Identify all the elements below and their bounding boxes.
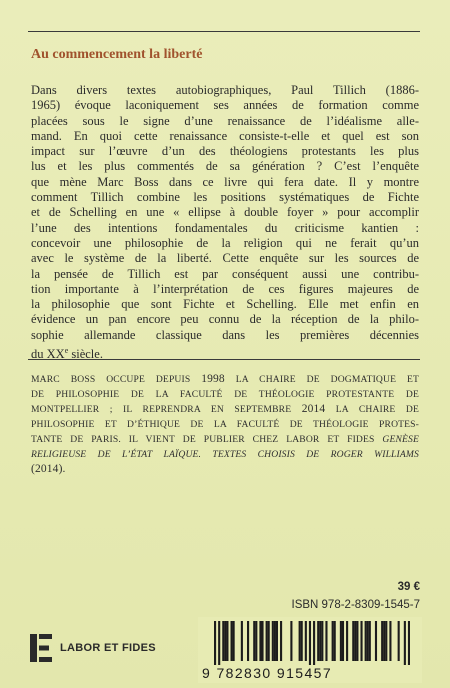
blurb-line: concevoir une philosophie de la religion qui ne ferait qu’un [31,235,419,250]
middle-rule [28,359,420,360]
blurb-line: placées sous le signe d’une renaissance de l’idéalisme alle- [31,113,419,128]
barcode-bar [253,621,255,661]
barcode-bar [272,621,274,661]
barcode-bar [381,621,383,661]
bio-year: 1998 [201,373,225,385]
blurb-line: la philosophie que sont Fichte et Schelling. Elle met enfin en [31,297,419,312]
blurb-line: évidence un pan encore peu connu de la réception de la philo- [31,312,419,327]
bio-line [31,372,419,387]
barcode-bar [305,621,307,661]
blurb-text [31,83,419,363]
bio-line: (2014). [31,463,66,475]
barcode-bar [276,621,278,661]
bio-text: TANTE DE PARIS. IL VIENT DE PUBLIER CHEZ LABOR ET FIDES [31,434,383,445]
bio-text: MARC BOSS OCCUPE DEPUIS [31,374,202,385]
author-bio [31,372,419,477]
blurb-line: mand. En quoi cette renaissance consiste-t-elle et quel est son [31,128,419,143]
barcode-bars [214,621,410,665]
publisher-logo [30,634,156,662]
barcode-bar [231,621,233,661]
barcode-bar [321,621,323,661]
barcode-bar [334,621,336,661]
barcode-bar [360,621,362,661]
bio-text: MONTPELLIER ; IL REPRENDRA EN SEPTEMBRE [31,404,302,415]
barcode-bar [332,621,334,661]
barcode-bar [408,621,410,665]
barcode-bar [319,621,321,661]
bio-line [31,432,419,447]
barcode-bar [383,621,385,661]
blurb-line: impact sur l’œuvre d’un des théologiens protestants les plus [31,144,419,159]
barcode-bar [313,621,315,665]
barcode-bar [266,621,268,661]
publisher-logo-icon [30,634,52,662]
book-title: Au commencement la liberté [31,47,203,62]
blurb-line: Dans divers textes autobiographiques, Paul Tillich (1886- [31,83,419,97]
blurb-century: du XX [31,347,65,362]
publisher-name: LABOR ET FIDES [60,642,156,654]
barcode-bar [261,621,263,661]
bio-year: 2014 [301,403,326,415]
barcode-bar [375,621,377,661]
barcode-bar [299,621,301,661]
barcode-bar [389,621,391,661]
barcode-bar [280,621,282,661]
top-rule [28,31,420,32]
barcode-bar [317,621,319,661]
bio-line: DE PHILOSOPHIE DE LA FACULTÉ DE THÉOLOGIE PROTESTANTE DE [31,389,419,400]
barcode-bar [274,621,276,661]
blurb-line: l’une des intentions fondamentales du criticisme kantien : [31,220,419,235]
barcode-bar [241,621,243,661]
barcode-bar [352,621,354,661]
barcode-bar [340,621,342,661]
barcode-number: 9 782830 915457 [202,665,332,681]
blurb-line: et de Schelling en une « ellipse à double foyer » pour accomplir [31,205,419,220]
isbn-label: ISBN 978-2-8309-1545-7 [291,599,420,611]
bio-text: LA CHAIRE DE DOGMATIQUE ET [224,374,419,385]
blurb-line: que mène Marc Boss dans ce livre qui fera date. Il y montre [31,174,419,189]
blurb-line: 1965) évoque laconiquement ses années de formation comme [31,98,419,113]
barcode-bar [367,621,369,661]
barcode-bar [385,621,387,661]
bio-book-title: GENÈSE [382,434,419,445]
blurb-line: lus et les plus commentés de sa génération ? C’est l’enquête [31,159,419,174]
barcode-bar [398,621,400,661]
bio-line: PHILOSOPHIE ET D’ÉTHIQUE DE LA FACULTÉ DE THÉOLOGIE PROTES- [31,419,419,430]
barcode [198,617,422,683]
blurb-end: siècle. [68,347,103,362]
barcode-bar [255,621,257,661]
blurb-line: sophie allemande classique dans les premières décennies [31,327,419,342]
price-label: 39 € [397,581,420,593]
blurb-line: la pensée de Tillich est par conséquent aussi une contribu- [31,266,419,281]
barcode-bar [233,621,235,661]
barcode-bar [290,621,292,661]
blurb-line: avec le système de la liberté. Cette enquête sur les sources de [31,251,419,266]
bio-text: LA CHAIRE DE [325,404,420,415]
barcode-bar [325,621,327,661]
bio-line [31,402,419,417]
barcode-bar [247,621,249,661]
barcode-bar [404,621,406,665]
barcode-bar [356,621,358,661]
barcode-bar [369,621,371,661]
barcode-bar [301,621,303,661]
barcode-bar [268,621,270,661]
barcode-bar [346,621,348,661]
barcode-bar [224,621,226,661]
barcode-bar [226,621,228,661]
barcode-bar [342,621,344,661]
barcode-bar [222,621,224,661]
bio-line: RELIGIEUSE DE L’ÉTAT LAÏQUE. TEXTES CHOISIS DE ROGER WILLIAMS [31,449,419,460]
blurb-line: comment Tillich combine les positions systématiques de Fichte [31,190,419,205]
barcode-bar [218,621,220,665]
barcode-bar [309,621,311,665]
blurb-superscript: e [64,346,69,356]
barcode-bar [354,621,356,661]
barcode-bar [259,621,261,661]
blurb-line: tion importante à l’interprétation de ces figures majeures de [31,281,419,296]
barcode-bar [365,621,367,661]
barcode-bar [214,621,216,665]
